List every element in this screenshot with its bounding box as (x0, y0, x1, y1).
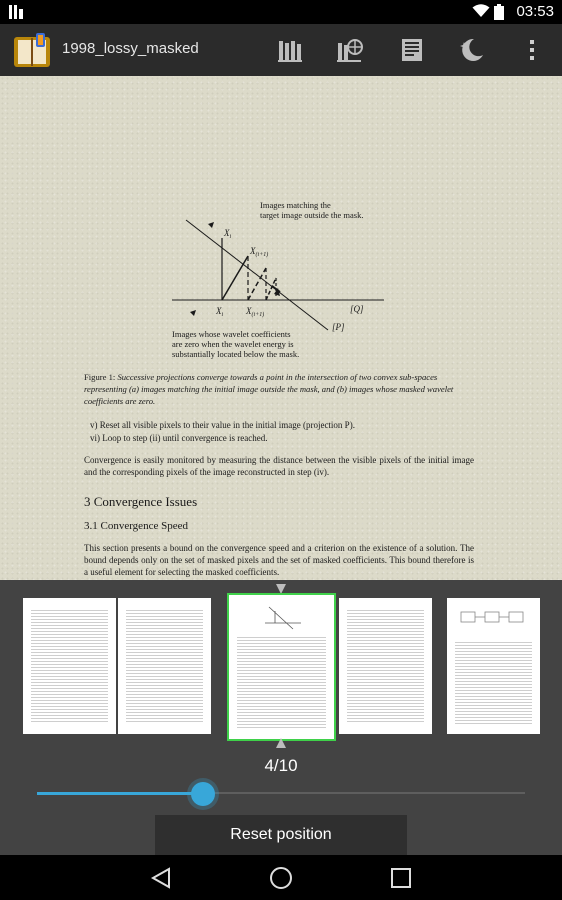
navigation-bar (0, 855, 562, 900)
label-xi1: X (250, 246, 256, 256)
figure-label-bottom-line1: Images whose wavelet coefficients (172, 329, 291, 339)
recents-button[interactable] (386, 863, 416, 893)
toc-button[interactable] (396, 34, 428, 66)
status-time: 03:53 (516, 3, 554, 20)
label-xi-sub: i (229, 234, 232, 240)
label-xi1-bottom: X (246, 306, 252, 316)
figure-label-bottom-line2: are zero when the wavelet energy is (172, 339, 294, 349)
label-xi: X (224, 228, 230, 238)
page-thumbnail-3[interactable] (118, 598, 211, 734)
back-button[interactable] (146, 863, 176, 893)
figure-label-bottom-line3: substantially located below the mask. (172, 349, 300, 359)
online-catalog-button[interactable] (334, 34, 366, 66)
wifi-icon (472, 4, 490, 18)
recents-icon (390, 867, 412, 889)
algorithm-steps (90, 419, 355, 445)
label-q: [Q] (350, 304, 364, 314)
night-mode-button[interactable] (456, 34, 488, 66)
page-slider-fill (37, 792, 203, 795)
page-navigator (0, 580, 562, 855)
body-paragraph-2: This section presents a bound on the convergence speed and a criterion on the existence of a solution. The bound depends only on the set of masked pixels and the set of masked coefficients. This bound therefore is a useful element for selecting the masked coefficients. (84, 543, 474, 577)
caption-prefix: Figure 1: (84, 372, 116, 382)
document-page[interactable] (0, 76, 562, 580)
toc-icon (399, 37, 425, 63)
selected-page-arrow-bottom (276, 738, 286, 748)
battery-icon (494, 4, 504, 20)
caption-text: Successive projections converge towards a point in the intersection of two convex sub-spaces representing (a) images matching the initial image outside the mask, and (b) images whose masked wavelet coefficients are zero. (84, 372, 454, 406)
figure-caption (84, 371, 474, 407)
page-thumbnail-6[interactable] (447, 598, 540, 734)
section-heading-3: 3 Convergence Issues (84, 494, 198, 509)
home-button[interactable] (266, 863, 296, 893)
figure-label-top-line1: Images matching the (260, 200, 331, 210)
body-paragraph: Convergence is easily monitored by measuring the distance between the visible pixels of the initial image and the corresponding pixels of the image reconstructed in step (iv). (84, 455, 474, 477)
page-indicator: 4/10 (264, 756, 298, 775)
section-heading-3-1: 3.1 Convergence Speed (84, 520, 188, 532)
overflow-menu-button[interactable] (516, 34, 548, 66)
page-slider-thumb[interactable] (191, 782, 215, 806)
svg-text:Xi (223, 228, 232, 240)
page-thumbnail-5[interactable] (339, 598, 432, 734)
back-icon (149, 866, 173, 890)
label-xi-bottom: X (216, 306, 222, 316)
label-xi1-sub: (i+1) (255, 252, 269, 258)
status-bar (0, 0, 562, 24)
reset-position-button[interactable]: Reset position (155, 815, 407, 855)
notification-icon (8, 4, 24, 20)
night-mode-icon (458, 36, 486, 64)
svg-text:X(i+1) (245, 306, 264, 318)
online-catalog-icon (336, 37, 364, 63)
book-app-icon[interactable] (12, 31, 52, 69)
library-icon (277, 37, 303, 63)
document-title: 1998_lossy_masked (62, 40, 199, 57)
label-xi1-bottom-sub: (i+1) (251, 312, 265, 318)
svg-text:X(i+1) (249, 246, 268, 258)
svg-text:Xi (215, 306, 224, 318)
step-v: v) Reset all visible pixels to their value in the initial image (projection P). (90, 420, 355, 430)
figure-label-top-line2: target image outside the mask. (260, 210, 364, 220)
figure-diagram (84, 188, 394, 368)
page-thumbnail-2[interactable] (23, 598, 116, 734)
overflow-menu-icon (528, 39, 536, 61)
label-xi-bottom-sub: i (221, 312, 224, 318)
label-p: [P] (332, 322, 345, 332)
step-vi: vi) Loop to step (ii) until convergence is reached. (90, 433, 268, 443)
home-icon (268, 865, 294, 891)
library-button[interactable] (274, 34, 306, 66)
page-thumbnail-4[interactable] (227, 593, 336, 741)
action-bar (0, 24, 562, 76)
